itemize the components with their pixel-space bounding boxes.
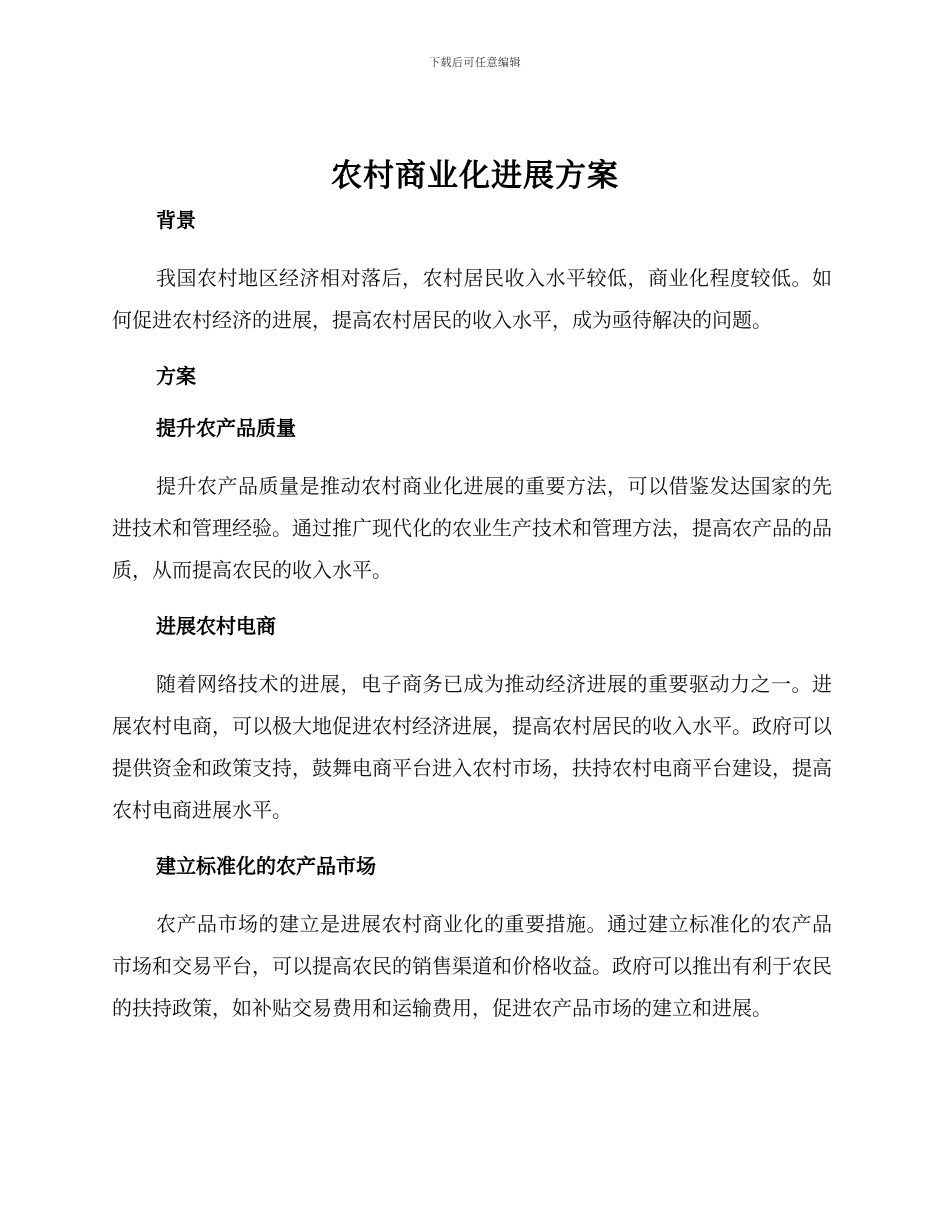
section-heading-market: 建立标准化的农产品市场	[156, 854, 376, 878]
section-heading-background: 背景	[156, 208, 196, 232]
paragraph-quality: 提升农产品质量是推动农村商业化进展的重要方法，可以借鉴发达国家的先进技术和管理经验。通过推广现代化的农业生产技术和管理方法，提高农产品的品质，从而提高农民的收入水平。	[112, 474, 832, 582]
section-heading-ecommerce: 进展农村电商	[156, 614, 276, 638]
document-title: 农村商业化进展方案	[331, 158, 619, 194]
section-heading-quality: 提升农产品质量	[156, 416, 296, 440]
paragraph-market: 农产品市场的建立是进展农村商业化的重要措施。通过建立标准化的农产品市场和交易平台，可以提高农民的销售渠道和价格收益。政府可以推出有利于农民的扶持政策，如补贴交易费用和运输费用，促进农产品市场的建立和进展。	[112, 912, 832, 1020]
paragraph-ecommerce: 随着网络技术的进展，电子商务已成为推动经济进展的重要驱动力之一。进展农村电商，可以极大地促进农村经济进展，提高农村居民的收入水平。政府可以提供资金和政策支持，鼓舞电商平台进入农村市场，扶持农村电商平台建设，提高农村电商进展水平。	[112, 672, 832, 822]
section-heading-plan: 方案	[156, 364, 196, 388]
document-body	[112, 205, 832, 1049]
header-note: 下载后可任意编辑	[429, 56, 521, 69]
paragraph-background: 我国农村地区经济相对落后，农村居民收入水平较低，商业化程度较低。如何促进农村经济的进展，提高农村居民的收入水平，成为亟待解决的问题。	[112, 266, 832, 332]
